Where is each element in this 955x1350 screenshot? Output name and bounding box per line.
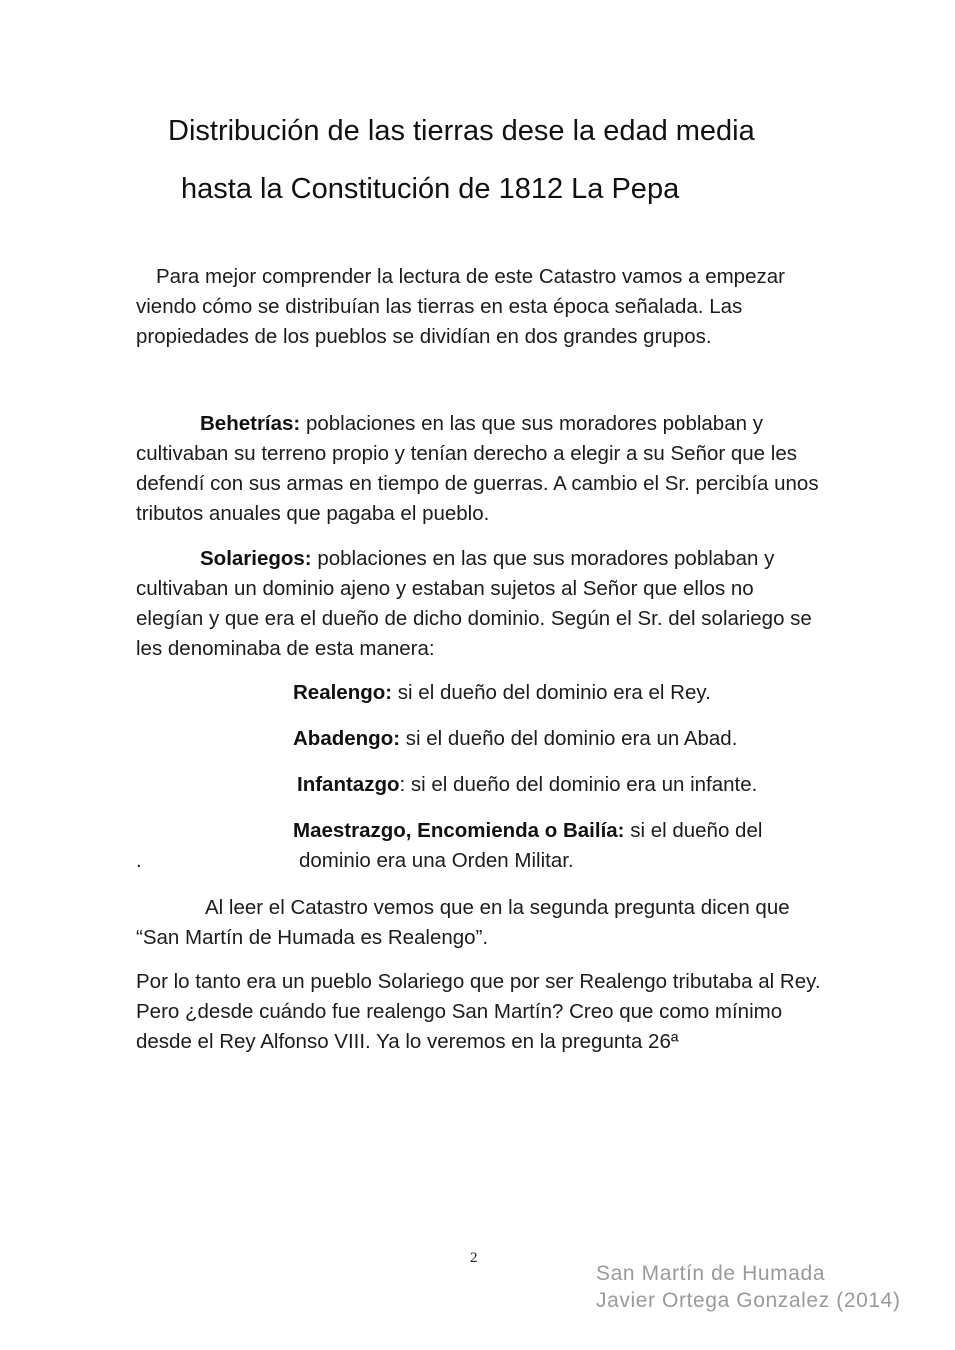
- title-line-1: Distribución de las tierras dese la edad media: [168, 115, 755, 147]
- catastro-note-text: Al leer el Catastro vemos que en la segunda pregunta dicen que “San Martín de Humada es Realengo”.: [136, 896, 790, 949]
- abadengo-text: si el dueño del dominio era un Abad.: [400, 727, 738, 750]
- intro-paragraph: [136, 262, 826, 352]
- footer-place: San Martín de Humada: [596, 1262, 826, 1285]
- realengo-term: Realengo:: [293, 681, 393, 704]
- conclusion-paragraph: Por lo tanto era un pueblo Solariego que por ser Realengo tributaba al Rey. Pero ¿desde cuándo fue realengo San Martín? Creo que como mínimo desde el Rey Alfonso VIII. Ya lo veremos en la pregunta 26ª: [136, 970, 821, 1053]
- infantazgo-item: [297, 770, 757, 800]
- solariegos-text: poblaciones en las que sus moradores poblaban y cultivaban un dominio ajeno y estaban sujetos al Señor que ellos no elegían y que era el dueño de dicho dominio. Según el Sr. del solariego se les denominaba de esta manera:: [136, 547, 812, 660]
- maestrazgo-item: [293, 816, 762, 846]
- abadengo-item: [293, 724, 737, 754]
- behetrias-term: Behetrías:: [200, 412, 301, 435]
- solariegos-term: Solariegos:: [200, 547, 312, 570]
- page-number: 2: [470, 1250, 478, 1266]
- realengo-text: si el dueño del dominio era el Rey.: [392, 681, 711, 704]
- maestrazgo-text: si el dueño del: [624, 819, 763, 842]
- footer-author: Javier Ortega Gonzalez (2014): [596, 1289, 901, 1312]
- maestrazgo-term: Maestrazgo, Encomienda o Bailía:: [293, 819, 625, 842]
- realengo-item: [293, 678, 711, 708]
- abadengo-term: Abadengo:: [293, 727, 401, 750]
- solariegos-paragraph: [136, 544, 826, 664]
- maestrazgo-dot: .: [136, 849, 142, 872]
- title-line-2: hasta la Constitución de 1812 La Pepa: [181, 173, 680, 205]
- infantazgo-term: Infantazgo: [297, 773, 400, 796]
- intro-text: Para mejor comprender la lectura de este Catastro vamos a empezar viendo cómo se distribuían las tierras en esta época señalada. Las propiedades de los pueblos se dividían en dos grandes grupos.: [136, 265, 785, 348]
- behetrias-text: poblaciones en las que sus moradores poblaban y cultivaban su terreno propio y tenían derecho a elegir a su Señor que les defendí con sus armas en tiempo de guerras. A cambio el Sr. percibía unos tributos anuales que pagaba el pueblo.: [136, 412, 819, 525]
- catastro-note-paragraph: [136, 893, 826, 953]
- infantazgo-text: : si el dueño del dominio era un infante.: [399, 773, 758, 796]
- maestrazgo-continuation: dominio era una Orden Militar.: [299, 849, 574, 872]
- behetrias-paragraph: [136, 409, 826, 529]
